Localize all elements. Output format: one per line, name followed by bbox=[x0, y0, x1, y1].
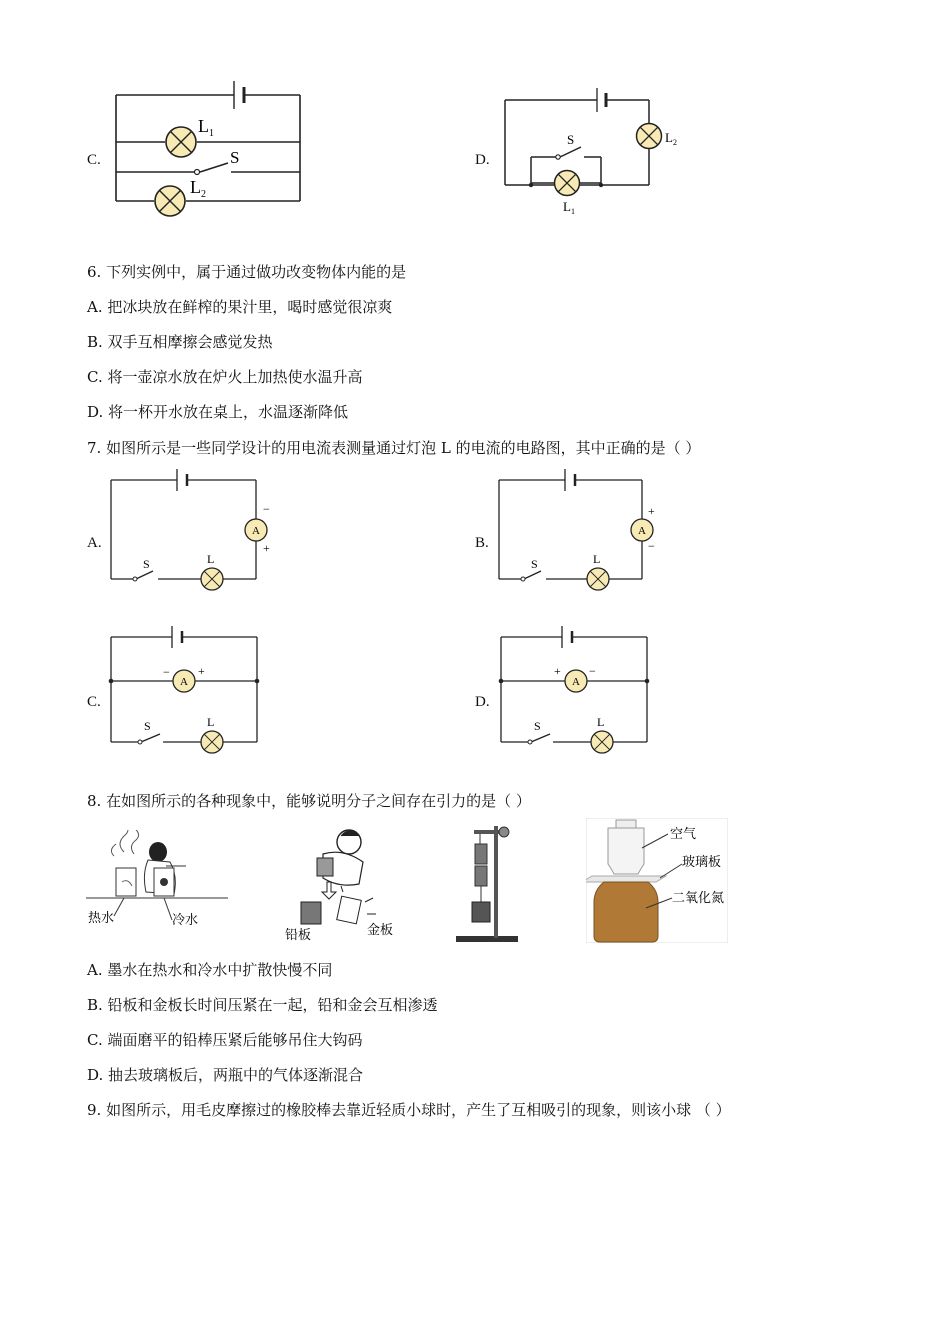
ammeter bbox=[173, 670, 195, 692]
q6-option-b: B. 双手互相摩擦会感觉发热 bbox=[87, 333, 273, 351]
q8-option-d: D. 抽去玻璃板后，两瓶中的气体逐渐混合 bbox=[87, 1066, 364, 1084]
label-s: S bbox=[531, 557, 538, 571]
q9-stem: 9. 如图所示，用毛皮摩擦过的橡胶棒去靠近轻质小球时，产生了互相吸引的现象，则该小球 （ ） bbox=[87, 1101, 731, 1119]
label-s: S bbox=[143, 557, 150, 571]
q5-option-c-label: C. bbox=[87, 152, 101, 168]
minus-sign: − bbox=[263, 502, 270, 516]
label-l2: $L_2$ bbox=[190, 177, 206, 200]
q8-option-c: C. 端面磨平的铅棒压紧后能够吊住大钩码 bbox=[87, 1031, 363, 1049]
q7-circuit-a bbox=[105, 465, 285, 600]
q8-stem: 8. 在如图所示的各种现象中，能够说明分子之间存在引力的是（ ） bbox=[87, 792, 531, 810]
label-l2: $L_2$ bbox=[665, 130, 677, 147]
lamp bbox=[591, 731, 613, 753]
lamp bbox=[201, 731, 223, 753]
label-s: S bbox=[144, 719, 151, 733]
q7-stem: 7. 如图所示是一些同学设计的用电流表测量通过灯泡 L 的电流的电路图，其中正确的是（ ） bbox=[87, 439, 701, 457]
lamp bbox=[587, 568, 609, 590]
q8-image-ink-diffusion bbox=[86, 830, 228, 936]
q6-option-a: A. 把冰块放在鲜榨的果汁里，喝时感觉很凉爽 bbox=[87, 298, 393, 316]
q7-option-c-label: C. bbox=[87, 694, 101, 710]
q6-option-c: C. 将一壶凉水放在炉火上加热使水温升高 bbox=[87, 368, 363, 386]
ammeter bbox=[565, 670, 587, 692]
label-l: L bbox=[597, 715, 605, 729]
plus-sign: + bbox=[554, 664, 561, 678]
label-gold-plate: 金板 bbox=[367, 922, 394, 937]
label-l: L bbox=[207, 715, 215, 729]
svg-text:A: A bbox=[252, 525, 260, 537]
q7-option-b-label: B. bbox=[475, 535, 489, 551]
minus-sign: − bbox=[589, 664, 596, 678]
q8-option-b: B. 铅板和金板长时间压紧在一起，铅和金会互相渗透 bbox=[87, 996, 438, 1014]
lamp-l1-c bbox=[166, 127, 196, 157]
minus-sign: − bbox=[163, 665, 170, 679]
q7-circuit-d bbox=[495, 622, 665, 757]
plus-sign: + bbox=[198, 664, 205, 678]
q5-circuit-c bbox=[110, 75, 310, 220]
q7-circuit-b bbox=[493, 465, 673, 600]
lamp bbox=[201, 568, 223, 590]
label-l1: $L_1$ bbox=[198, 116, 214, 139]
label-cold-water: 冷水 bbox=[172, 912, 199, 927]
q7-option-d-label: D. bbox=[475, 694, 490, 710]
ammeter bbox=[631, 519, 653, 541]
label-glass-plate: 玻璃板 bbox=[682, 854, 722, 869]
q7-option-a-label: A. bbox=[87, 535, 102, 551]
label-l: L bbox=[593, 552, 601, 566]
minus-sign: − bbox=[648, 539, 655, 553]
plus-sign: + bbox=[263, 541, 270, 555]
q8-image-gas-bottles bbox=[586, 818, 728, 943]
label-lead-plate: 铅板 bbox=[285, 927, 312, 942]
q5-option-d-label: D. bbox=[475, 152, 490, 168]
ammeter bbox=[245, 519, 267, 541]
lamp-l2-c bbox=[155, 186, 185, 216]
label-air: 空气 bbox=[670, 826, 697, 841]
label-s: S bbox=[230, 148, 240, 167]
q8-option-a: A. 墨水在热水和冷水中扩散快慢不同 bbox=[87, 961, 333, 979]
q7-circuit-c bbox=[105, 622, 275, 757]
q8-image-lead-gold bbox=[283, 822, 397, 942]
label-l1: $L_1$ bbox=[563, 199, 575, 216]
q6-option-d: D. 将一杯开水放在桌上，水温逐渐降低 bbox=[87, 403, 349, 421]
label-s: S bbox=[567, 132, 575, 147]
svg-text:A: A bbox=[180, 676, 188, 688]
plus-sign: + bbox=[648, 504, 655, 518]
svg-text:A: A bbox=[572, 676, 580, 688]
lamp-l2-d bbox=[637, 124, 662, 149]
q8-image-lead-cylinders bbox=[452, 820, 522, 944]
label-no2: 二氧化氮 bbox=[672, 890, 725, 905]
q5-circuit-d bbox=[495, 80, 695, 220]
q6-stem: 6. 下列实例中，属于通过做功改变物体内能的是 bbox=[87, 263, 407, 281]
label-hot-water: 热水 bbox=[88, 910, 115, 925]
label-l: L bbox=[207, 552, 215, 566]
label-s: S bbox=[534, 719, 541, 733]
svg-text:A: A bbox=[638, 525, 646, 537]
lamp-l1-d bbox=[555, 171, 580, 196]
